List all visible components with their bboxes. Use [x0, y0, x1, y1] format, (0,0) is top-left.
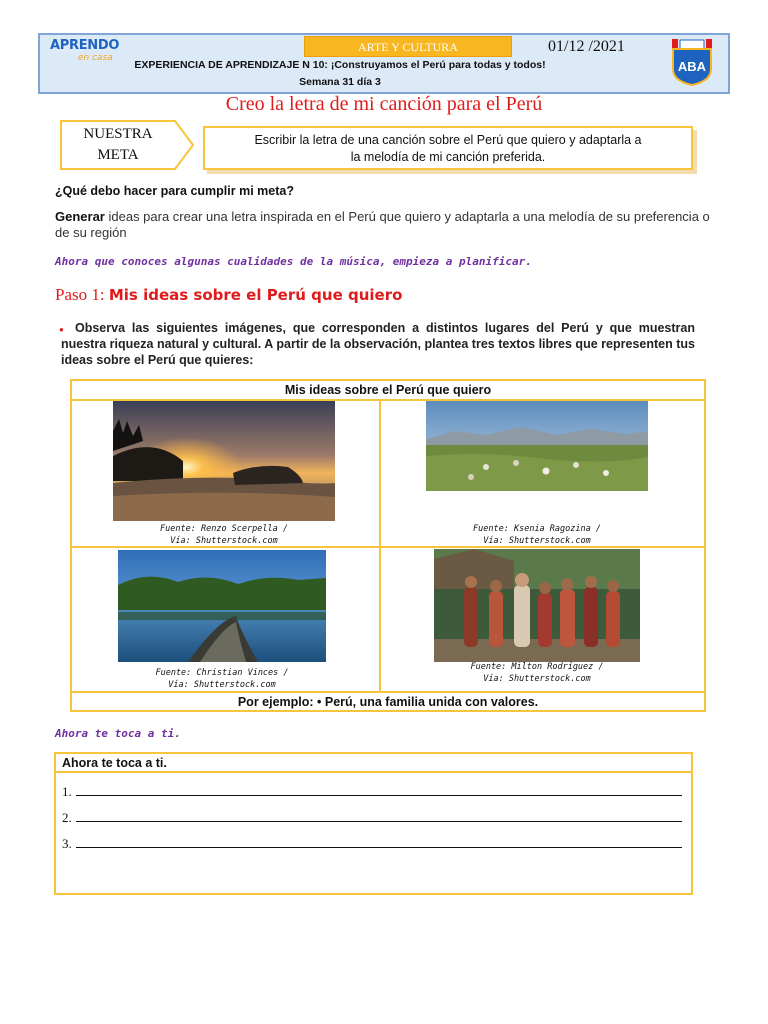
- step-title: Mis ideas sobre el Perú que quiero: [108, 286, 403, 304]
- date: 01/12 /2021: [548, 38, 625, 55]
- plan-prompt: Ahora que conoces algunas cualidades de la música, empieza a planificar.: [55, 255, 532, 268]
- school-badge-icon: [670, 37, 714, 87]
- instruction-paragraph: [55, 209, 715, 241]
- experience-title: EXPERIENCIA DE APRENDIZAJE N 10: ¡Construyamos el Perú para todas y todos!: [134, 59, 546, 71]
- logo-sub-text: en casa: [78, 53, 113, 63]
- instruction-rest: ideas para crear una letra inspirada en el Perú que quiero y adaptarla a una melodía de su preferencia o de su región: [55, 209, 710, 240]
- answer-line-1[interactable]: [62, 784, 682, 800]
- badge-text: ABA: [677, 59, 707, 74]
- photo-credit-3-line2: Vía: Shutterstock.com: [168, 680, 276, 690]
- photo-credit-4-line1: Fuente: Milton Rodríguez /: [470, 662, 604, 672]
- answer-line-2[interactable]: [62, 810, 682, 826]
- answer-box-header: Ahora te toca a ti.: [56, 754, 691, 773]
- meta-label-line2: META: [97, 147, 139, 163]
- photo-credit-3: [118, 667, 326, 691]
- step-heading: [55, 285, 402, 305]
- bullet-text: Observa las siguientes imágenes, que corresponden a distintos lugares del Perú y que muestran nuestra riqueza natural y cultural. A partir de la observación, plantea tres textos libres que representen tus ideas sobre el Perú que quieres:: [61, 321, 695, 367]
- answer-line-3[interactable]: [62, 836, 682, 852]
- photo-credit-4-line2: Vía: Shutterstock.com: [483, 674, 591, 684]
- photo-credit-3-line1: Fuente: Christian Vinces /: [155, 668, 289, 678]
- ideas-table: [70, 379, 706, 712]
- photo-credit-1-line1: Fuente: Renzo Scerpella /: [160, 524, 288, 534]
- photo-credit-2-line1: Fuente: Ksenia Ragozina /: [473, 524, 601, 534]
- photo-credit-2-line2: Vía: Shutterstock.com: [483, 536, 591, 546]
- your-turn-prompt: Ahora te toca a ti.: [55, 727, 181, 740]
- photo-credit-2: [426, 523, 648, 547]
- step-label: Paso 1:: [55, 285, 109, 304]
- community-group-photo: [434, 549, 640, 662]
- logo-main-text: APRENDO: [50, 38, 120, 53]
- answer-line-2-rule[interactable]: [76, 811, 682, 822]
- instruction-bold: Generar: [55, 209, 105, 224]
- week-day: Semana 31 día 3: [299, 76, 381, 88]
- page-title: Creo la letra de mi canción para el Perú: [225, 93, 543, 115]
- meta-text-line2: la melodía de mi canción preferida.: [350, 150, 546, 164]
- goal-question: ¿Qué debo hacer para cumplir mi meta?: [55, 184, 294, 198]
- meta-text-box: [203, 126, 693, 170]
- photo-credit-4: [434, 661, 640, 685]
- header-banner: [38, 33, 730, 94]
- beach-sunset-photo: [113, 401, 335, 521]
- answer-line-3-number: 3.: [62, 836, 72, 851]
- photo-credit-1: [113, 523, 335, 547]
- meta-label: [62, 124, 174, 166]
- highland-llamas-photo: [426, 401, 648, 491]
- river-canoe-photo: [118, 550, 326, 662]
- observation-bullet: [61, 320, 695, 368]
- meta-label-line1: NUESTRA: [83, 126, 153, 142]
- answer-line-2-number: 2.: [62, 810, 72, 825]
- ideas-table-header: Mis ideas sobre el Perú que quiero: [72, 381, 704, 401]
- ideas-table-example: Por ejemplo: • Perú, una familia unida con valores.: [72, 691, 704, 712]
- meta-text-line1: Escribir la letra de una canción sobre el Perú que quiero y adaptarla a: [254, 133, 642, 147]
- bullet-dot-icon: ●: [59, 325, 64, 334]
- answer-line-1-number: 1.: [62, 784, 72, 799]
- answer-line-1-rule[interactable]: [76, 785, 682, 796]
- area-tag: ARTE Y CULTURA: [304, 36, 512, 57]
- photo-credit-1-line2: Vía: Shutterstock.com: [170, 536, 278, 546]
- answer-line-3-rule[interactable]: [76, 837, 682, 848]
- answer-box: [54, 752, 693, 895]
